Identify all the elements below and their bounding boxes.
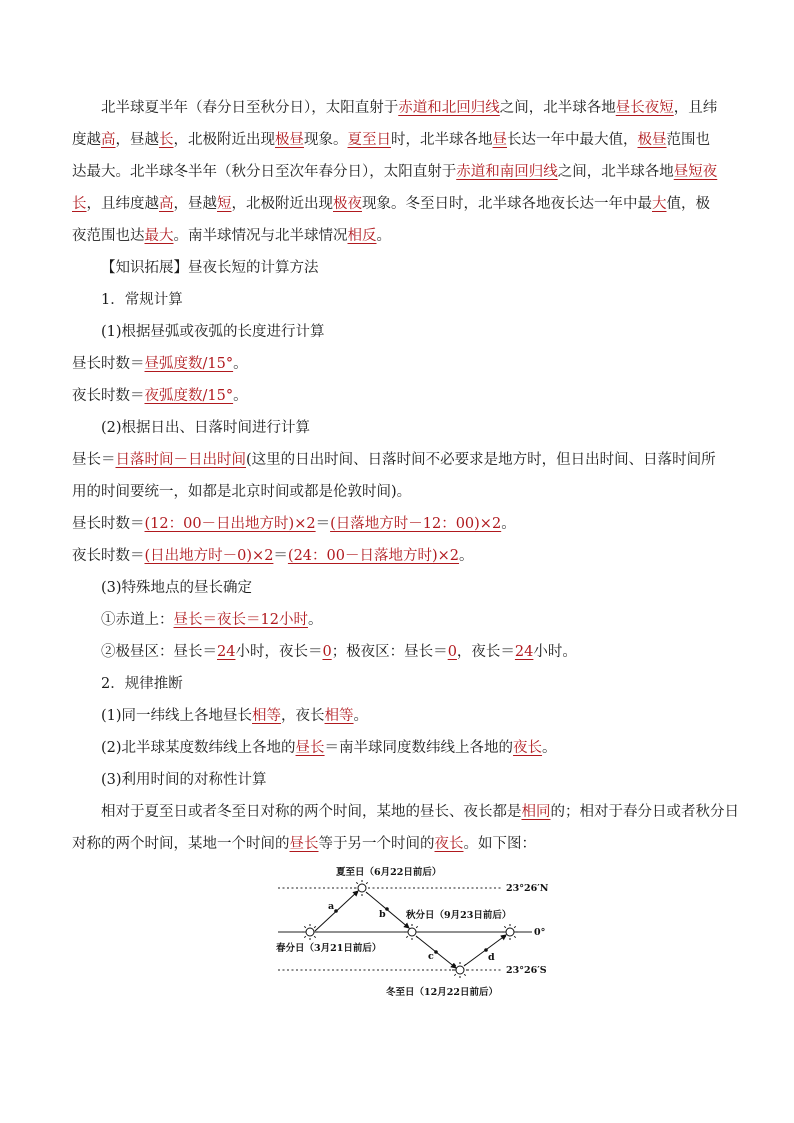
answer-fill-text: 24 (514, 644, 534, 660)
answer-fill-text: 日落时间－日出时间 (115, 452, 246, 468)
body-text: 度越 (72, 132, 101, 148)
body-text: (1)同一纬线上各地昼长 (101, 708, 253, 724)
point-b (385, 907, 389, 911)
answer-fill-text: 夜长 (513, 740, 543, 756)
answer-fill-text: (12：00－日出地方时)×2 (144, 516, 316, 532)
body-text: ，且纬 (673, 100, 718, 116)
answer-fill-text: 昼短夜 (673, 164, 718, 180)
answer-fill-text: 相同 (521, 804, 551, 820)
body-text: ＝ (273, 548, 288, 564)
answer-fill-text: 昼长夜短 (615, 100, 674, 116)
body-text: 值，极 (666, 196, 710, 212)
section-title: 【知识拓展】昼夜长短的计算方法 (101, 260, 319, 276)
body-text: 等于另一个时间的 (318, 836, 435, 852)
answer-fill-text: 赤道和北回归线 (398, 100, 500, 116)
subheading-symmetry: (3)利用时间的对称性计算 (101, 772, 267, 788)
heading-law-inference: 2．规律推断 (101, 676, 183, 692)
body-text: 。 (542, 740, 557, 756)
label-lat-south: 23°26′S (506, 965, 547, 976)
body-text: 夜范围也达 (72, 228, 145, 244)
label-lat-north: 23°26′N (506, 883, 549, 894)
body-text: 。 (233, 356, 248, 372)
answer-fill-text: 昼弧度数/15° (144, 356, 234, 372)
body-text: 对称的两个时间，某地一个时间的 (72, 836, 290, 852)
answer-fill-text: 相反 (347, 228, 377, 244)
label-spring-equinox: 春分日（3月21日前后） (276, 943, 382, 954)
subheading-sunrise-sunset: (2)根据日出、日落时间进行计算 (101, 420, 311, 436)
body-text: 达最大。北半球冬半年（秋分日至次年春分日），太阳直射于 (72, 164, 457, 180)
answer-fill-text: 相等 (252, 708, 282, 724)
body-text: ①赤道上： (101, 612, 174, 628)
day-length-formula (72, 348, 722, 380)
symmetry-line (72, 828, 722, 860)
answer-fill-text: 昼 (492, 132, 507, 148)
body-text: 。 (233, 388, 248, 404)
label-b: b (379, 909, 386, 920)
body-text: 用的时间要统一，如都是北京时间或都是伦敦时间)。 (72, 484, 412, 500)
paragraph-line (72, 124, 722, 156)
body-text: 夜长时数＝ (72, 548, 145, 564)
label-lat-equator: 0° (534, 927, 546, 938)
subheading-arc: (1)根据昼弧或夜弧的长度进行计算 (101, 324, 325, 340)
answer-fill-text: 相等 (324, 708, 354, 724)
label-d: d (488, 952, 495, 963)
answer-fill-text: 赤道和南回归线 (456, 164, 558, 180)
solar-declination-diagram (270, 862, 560, 1007)
subheading-special-places: (3)特殊地点的昼长确定 (101, 580, 253, 596)
paragraph-line (72, 92, 722, 124)
body-text: 昼长时数＝ (72, 356, 145, 372)
rise-set-line (72, 476, 722, 508)
body-text: 。 (376, 228, 391, 244)
body-text: 昼长时数＝ (72, 516, 145, 532)
answer-fill-text: 长 (72, 196, 87, 212)
answer-fill-text: 昼长 (295, 740, 325, 756)
label-a: a (328, 901, 335, 912)
answer-fill-text: (日出地方时－0)×2 (144, 548, 274, 564)
body-text: ，夜长 (281, 708, 325, 724)
body-text: ，且纬度越 (86, 196, 159, 212)
body-text: 。 (353, 708, 369, 724)
paragraph-line (72, 156, 722, 188)
answer-fill-text: 短 (217, 196, 232, 212)
body-text: 现象。冬至日时，北半球各地夜长达一年中最 (362, 196, 652, 212)
body-text: 北半球夏半年（春分日至秋分日），太阳直射于 (101, 100, 399, 116)
label-winter-solstice: 冬至日（12月22日前后） (386, 987, 498, 998)
body-text: 的；相对于春分日或者秋分日 (550, 804, 739, 820)
body-text: (2)北半球某度数纬线上各地的 (101, 740, 296, 756)
answer-fill-text: 夜长 (434, 836, 464, 852)
answer-fill-text: 高 (159, 196, 174, 212)
night-length-calc (72, 540, 722, 572)
label-summer-solstice: 夏至日（6月22日前后） (336, 867, 442, 878)
answer-fill-text: 高 (101, 132, 116, 148)
body-text: (这里的日出时间、日落时间不必要求是地方时，但日出时间、日落时间所 (246, 452, 716, 468)
point-a (334, 909, 338, 913)
label-c: c (428, 951, 434, 962)
document-page (72, 92, 739, 860)
label-autumn-equinox: 秋分日（9月23日前后） (406, 910, 512, 921)
answer-fill-text: 0 (447, 644, 457, 660)
answer-fill-text: 24 (217, 644, 236, 660)
body-text: 小时，夜长＝ (235, 644, 323, 660)
answer-fill-text: 0 (322, 644, 332, 660)
body-text: 之间，北半球各地 (499, 100, 616, 116)
answer-fill-text: 极昼 (275, 132, 304, 148)
body-text: ，昼越 (115, 132, 159, 148)
body-text: ②极昼区：昼长＝ (101, 644, 217, 660)
paragraph-line (72, 220, 722, 252)
body-text: ；极夜区：昼长＝ (331, 644, 448, 660)
equator-rule (72, 604, 722, 636)
rise-set-line (72, 444, 722, 476)
answer-fill-text: 极夜 (333, 196, 362, 212)
answer-fill-text: 大 (652, 196, 667, 212)
symmetry-line (72, 796, 739, 828)
night-length-formula (72, 380, 722, 412)
polar-rule (72, 636, 722, 668)
body-text: 。南半球情况与北半球情况 (173, 228, 348, 244)
body-text: 。 (307, 612, 323, 628)
answer-fill-text: 最大 (144, 228, 174, 244)
body-text: ，昼越 (173, 196, 217, 212)
body-text: 现象。 (304, 132, 348, 148)
body-text: 昼长＝ (72, 452, 116, 468)
body-text: ＝南半球同度数纬线上各地的 (324, 740, 514, 756)
body-text: 夜长时数＝ (72, 388, 145, 404)
body-text: 。如下图： (463, 836, 536, 852)
body-text: 长达一年中最大值， (507, 132, 638, 148)
body-text: 时，北半球各地 (391, 132, 493, 148)
point-c (434, 950, 438, 954)
heading-regular-calc: 1．常规计算 (101, 292, 183, 308)
answer-fill-text: 昼长＝夜长＝12小时 (173, 612, 308, 628)
body-text: 小时。 (533, 644, 577, 660)
body-text: 之间，北半球各地 (557, 164, 674, 180)
body-text: 相对于夏至日或者冬至日对称的两个时间，某地的昼长、夜长都是 (101, 804, 522, 820)
answer-fill-text: (24：00－日落地方时)×2 (287, 548, 460, 564)
body-text: ，夜长＝ (456, 644, 515, 660)
body-text: 范围也 (666, 132, 710, 148)
body-text: 。 (459, 548, 474, 564)
answer-fill-text: (日落地方时－12：00)×2 (330, 516, 502, 532)
answer-fill-text: 长 (159, 132, 174, 148)
paragraph-line (72, 188, 722, 220)
rule-hemispheres (72, 732, 722, 764)
answer-fill-text: 夏至日 (347, 132, 391, 148)
answer-fill-text: 昼长 (289, 836, 319, 852)
body-text: ＝ (315, 516, 331, 532)
body-text: 。 (501, 516, 516, 532)
body-text: ，北极附近出现 (231, 196, 333, 212)
answer-fill-text: 夜弧度数/15° (144, 388, 234, 404)
answer-fill-text: 极昼 (637, 132, 667, 148)
day-length-calc (72, 508, 722, 540)
body-text: ，北极附近出现 (173, 132, 275, 148)
rule-same-latitude (72, 700, 722, 732)
